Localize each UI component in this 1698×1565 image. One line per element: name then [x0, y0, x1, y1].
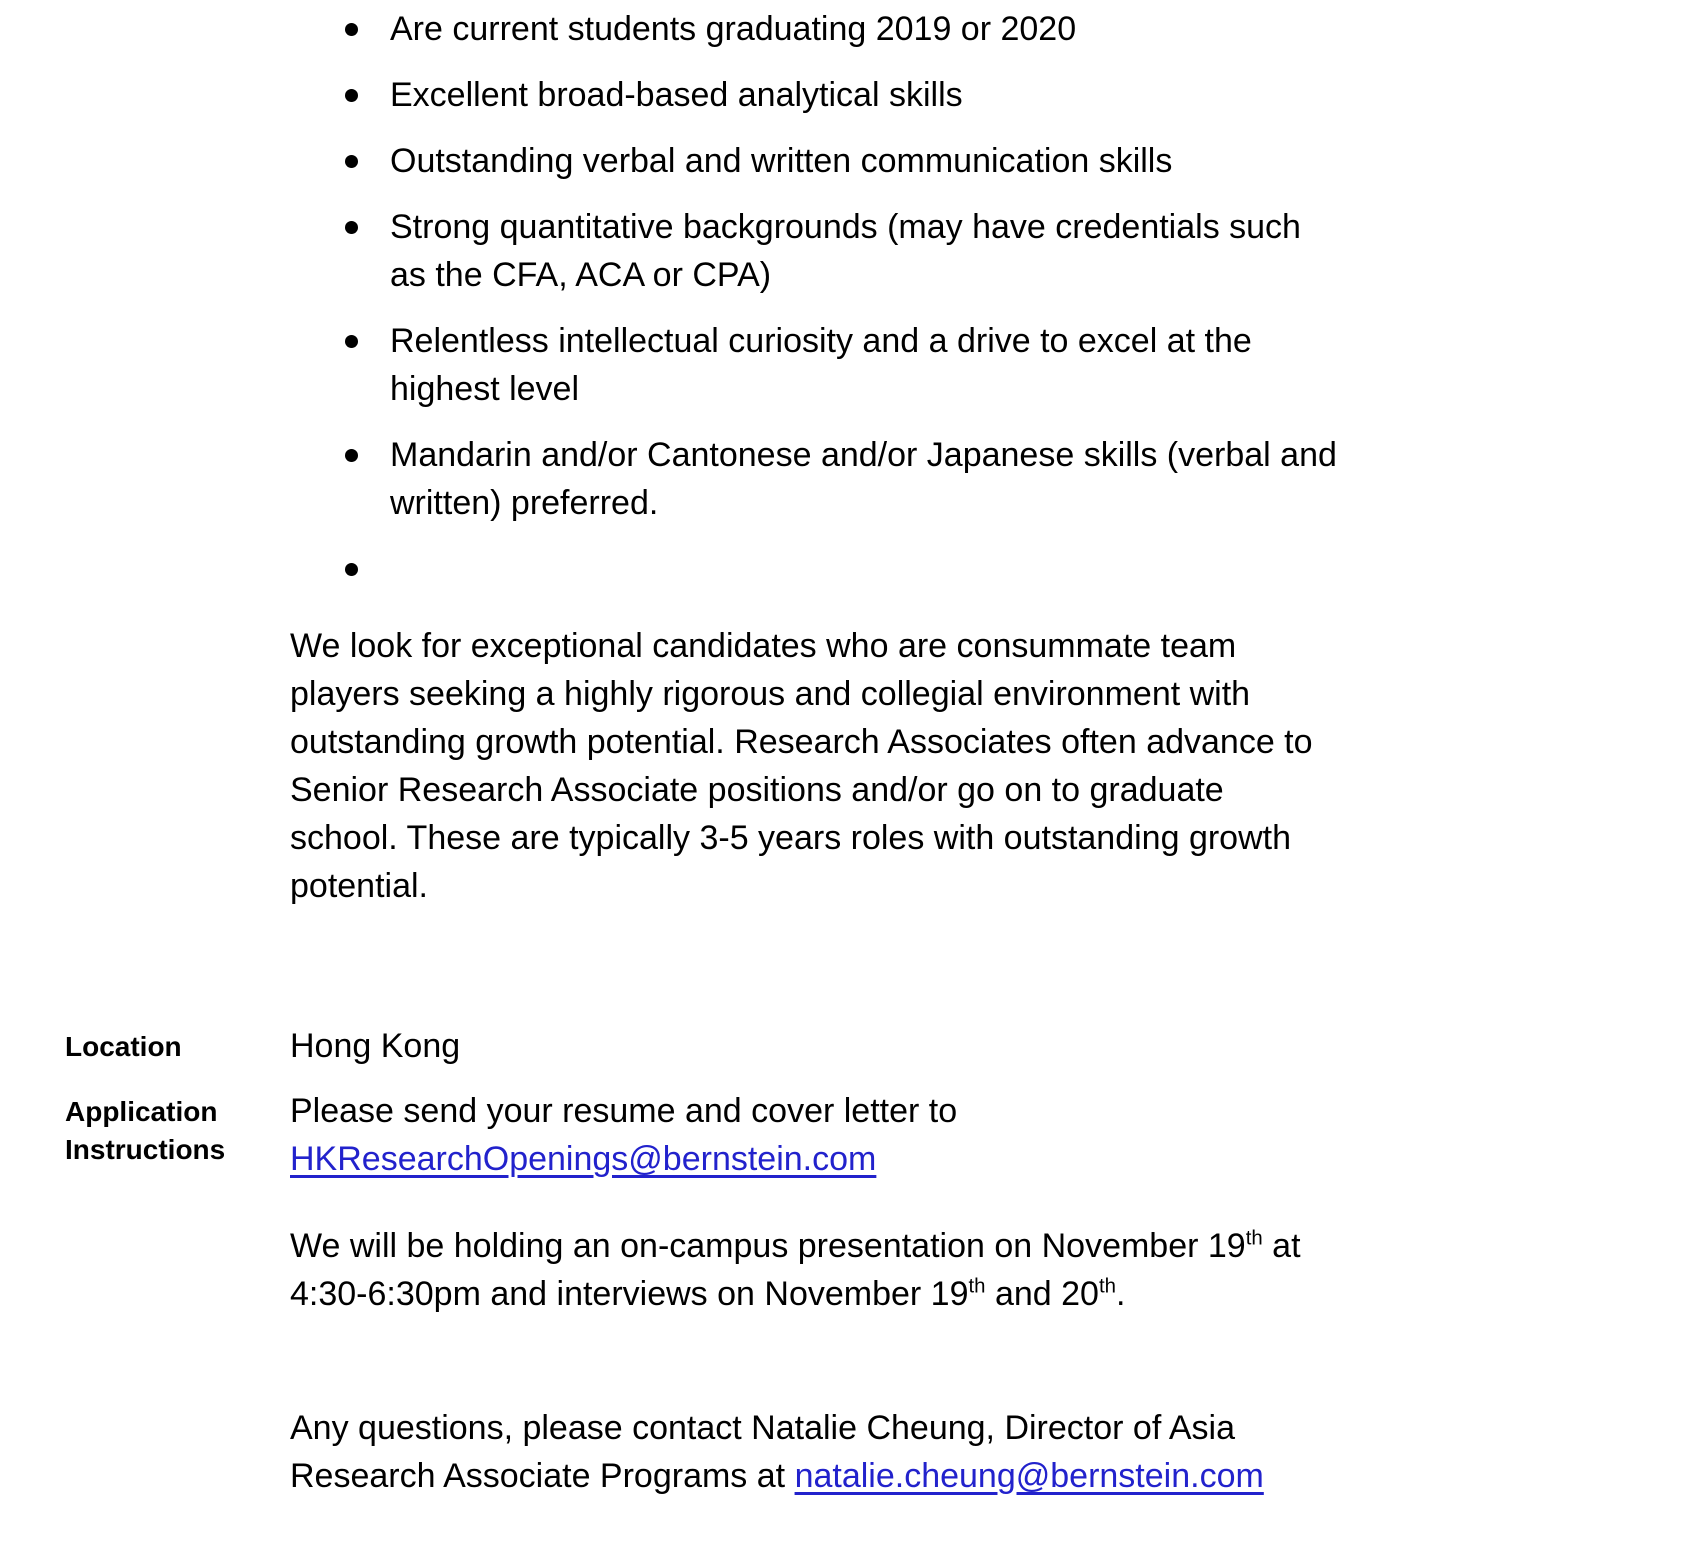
list-item-line: as the CFA, ACA or CPA): [390, 256, 772, 294]
bullet-icon: [345, 221, 358, 234]
contact-line: Research Associate Programs at natalie.cheung@bernstein.com: [290, 1457, 1264, 1495]
summary-line: Senior Research Associate positions and/or go on to graduate: [290, 771, 1224, 809]
contact-line: Any questions, please contact Natalie Cheung, Director of Asia: [290, 1409, 1235, 1447]
ordinal-superscript: th: [1098, 1275, 1116, 1298]
list-item: [345, 5, 1698, 53]
list-item-line: Mandarin and/or Cantonese and/or Japanese skills (verbal and: [390, 436, 1337, 474]
list-item-line: Relentless intellectual curiosity and a drive to excel at the: [390, 322, 1252, 360]
list-item: [345, 71, 1698, 119]
list-item-line: Strong quantitative backgrounds (may have credentials such: [390, 208, 1301, 246]
summary-line: We look for exceptional candidates who are consummate team: [290, 627, 1237, 665]
fields-section: [0, 1022, 1698, 1183]
application-instructions-row: [0, 1087, 1698, 1183]
bullet-icon: [345, 155, 358, 168]
list-item-line: Are current students graduating 2019 or 2020: [390, 10, 1077, 48]
list-item: [345, 137, 1698, 185]
presentation-line: 4:30-6:30pm and interviews on November 19th and 20th.: [290, 1275, 1126, 1313]
presentation-paragraph: [290, 1222, 1698, 1318]
list-item-line: highest level: [390, 370, 580, 408]
application-instructions-text: Please send your resume and cover letter to: [290, 1092, 958, 1130]
bullet-icon: [345, 335, 358, 348]
application-instructions-value: [290, 1087, 957, 1183]
ordinal-superscript: th: [968, 1275, 986, 1298]
list-item: [345, 317, 1698, 413]
summary-line: outstanding growth potential. Research Associates often advance to: [290, 723, 1313, 761]
ordinal-superscript: th: [1245, 1227, 1263, 1250]
summary-paragraph: [290, 622, 1698, 910]
contact-paragraph: [290, 1404, 1698, 1500]
qualifications-list: [345, 0, 1698, 593]
bullet-icon: [345, 563, 358, 576]
location-label: Location: [65, 1031, 182, 1062]
contact-email-link[interactable]: natalie.cheung@bernstein.com: [794, 1457, 1264, 1495]
summary-line: players seeking a highly rigorous and collegial environment with: [290, 675, 1251, 713]
application-instructions-label: Application Instructions: [65, 1096, 226, 1165]
list-item: [345, 431, 1698, 527]
application-email-link[interactable]: HKResearchOpenings@bernstein.com: [290, 1140, 877, 1178]
bullet-icon: [345, 23, 358, 36]
bullet-icon: [345, 449, 358, 462]
location-row: [0, 1022, 1698, 1070]
summary-line: school. These are typically 3-5 years roles with outstanding growth: [290, 819, 1291, 857]
bullet-icon: [345, 89, 358, 102]
list-item-line: Excellent broad-based analytical skills: [390, 76, 963, 114]
presentation-line: We will be holding an on-campus presentation on November 19th at: [290, 1227, 1301, 1265]
list-item-empty: [345, 545, 1698, 593]
list-item-line: Outstanding verbal and written communication skills: [390, 142, 1173, 180]
location-value: Hong Kong: [290, 1027, 461, 1065]
summary-line: potential.: [290, 867, 428, 905]
list-item-line: written) preferred.: [390, 484, 659, 522]
list-item: [345, 203, 1698, 299]
